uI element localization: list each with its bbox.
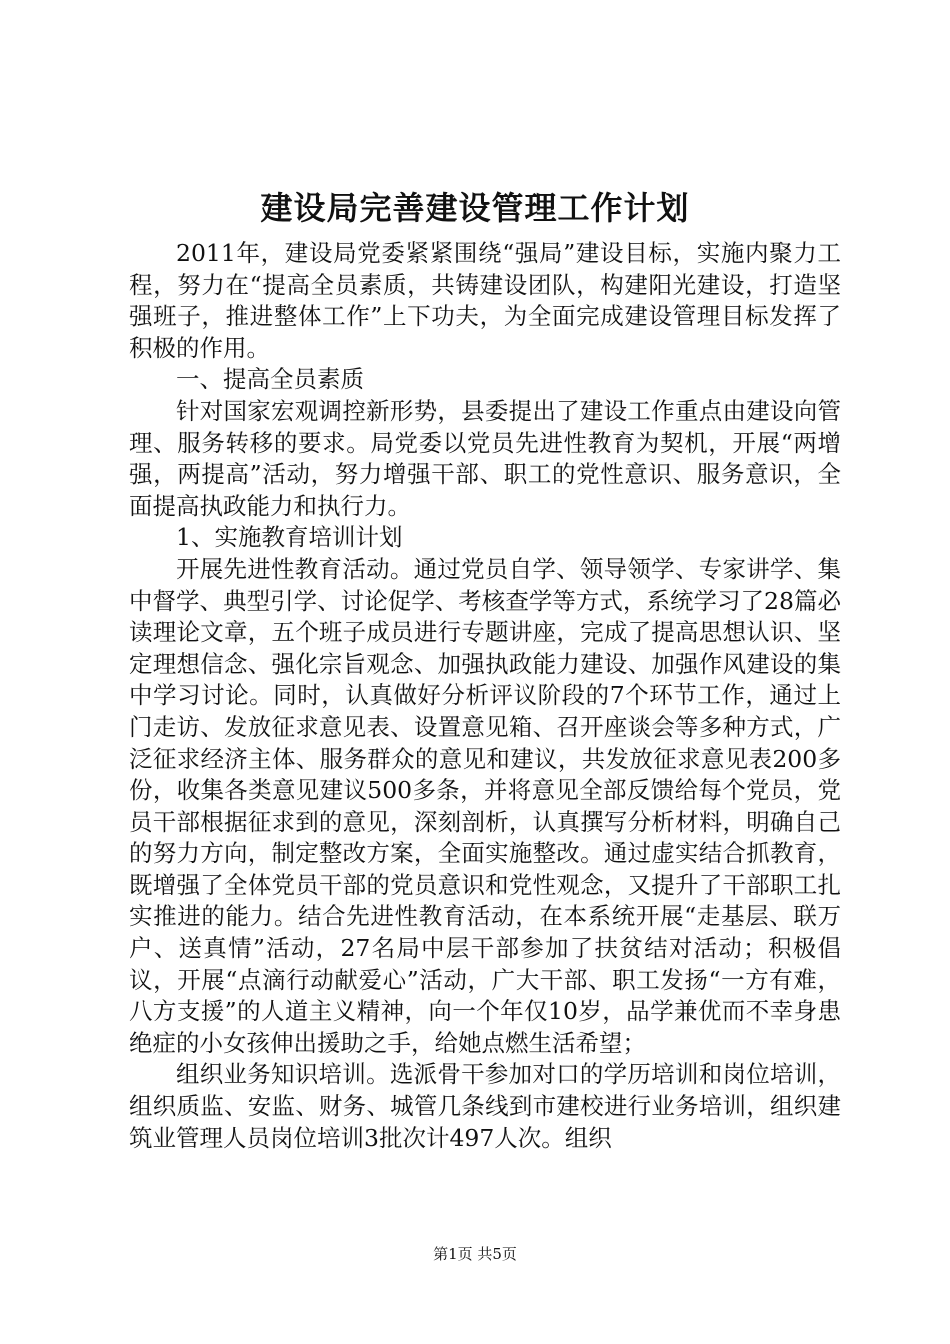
section-heading-1: 一、提高全员素质 [176,365,364,394]
paragraph-section-1: 针对国家宏观调控新形势，县委提出了建设工作重点由建设向管理、服务转移的要求。局党委以党员先进性教育为契机，开展“两增强，两提高”活动，努力增强干部、职工的党性意识、服务意识，全面提高执政能力和执行力。 [129,396,841,520]
paragraph-training: 组织业务知识培训。选派骨干参加对口的学历培训和岗位培训，组织质监、安监、财务、城管几条线到市建校进行业务培训，组织建筑业管理人员岗位培训3批次计497人次。组织 [129,1060,841,1152]
paragraph-intro: 2011年，建设局党委紧紧围绕“强局”建设目标，实施内聚力工程，努力在“提高全员素质，共铸建设团队，构建阳光建设，打造坚强班子，推进整体工作”上下功夫，为全面完成建设管理目标发挥了积极的作用。 [129,239,841,362]
paragraph-education: 开展先进性教育活动。通过党员自学、领导领学、专家讲学、集中督学、典型引学、讨论促学、考核查学等方式，系统学习了28篇必读理论文章，五个班子成员进行专题讲座，完成了提高思想认识、坚定理想信念、强化宗旨观念、加强执政能力建设、加强作风建设的集中学习讨论。同时，认真做好分析评议阶段的7个环节工作，通过上门走访、发放征求意见表、设置意见箱、召开座谈会等多种方式，广泛征求经济主体、服务群众的意见和建议，共发放征求意见表200多份，收集各类意见建议500多条，并将意见全部反馈给每个党员，党员干部根据征求到的意见，深刻剖析，认真撰写分析材料，明确自己的努力方向，制定整改方案，全面实施整改。通过虚实结合抓教育，既增强了全体党员干部的党员意识和党性观念，又提升了干部职工扎实推进的能力。结合先进性教育活动，在本系统开展“走基层、联万户、送真情”活动，27名局中层干部参加了扶贫结对活动；积极倡议，开展“点滴行动献爱心”活动，广大干部、职工发扬“一方有难，八方支援”的人道主义精神，向一个年仅10岁，品学兼优而不幸身患绝症的小女孩伸出援助之手，给她点燃生活希望； [129,554,841,1057]
document-body [129,238,841,1154]
page-footer: 第1页 共5页 [433,1245,517,1263]
subsection-heading-1: 1、实施教育培训计划 [176,523,403,552]
document-title: 建设局完善建设管理工作计划 [260,189,690,227]
